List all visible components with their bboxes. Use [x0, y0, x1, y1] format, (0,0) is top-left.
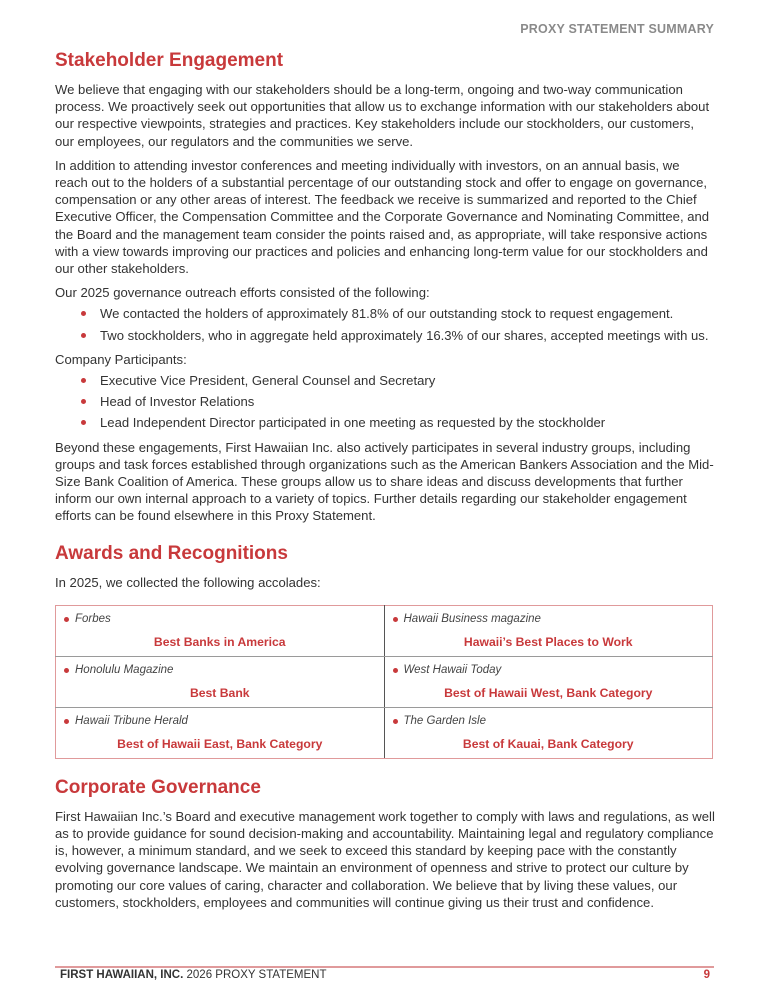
bullet-icon — [81, 420, 86, 425]
award-title: Best of Hawaii East, Bank Category — [117, 736, 323, 751]
table-row — [56, 656, 713, 707]
award-cell — [56, 656, 385, 707]
outreach-list — [55, 305, 715, 343]
award-source-text: Forbes — [75, 612, 111, 625]
page-number: 9 — [703, 969, 710, 981]
participants-list — [55, 372, 715, 432]
section-heading: Stakeholder Engagement — [55, 50, 284, 71]
award-cell — [384, 605, 713, 656]
awards-intro: In 2025, we collected the following accolades: — [55, 574, 321, 590]
award-source-text: West Hawaii Today — [403, 663, 502, 676]
footer-divider — [55, 966, 714, 968]
list-item — [81, 372, 715, 389]
corporate-governance-section — [55, 775, 715, 911]
award-cell — [384, 707, 713, 758]
list-item-text: We contacted the holders of approximately 81.8% of our outstanding stock to request engagement. — [100, 306, 674, 322]
bullet-icon — [393, 617, 398, 622]
paragraph: Beyond these engagements, First Hawaiian Inc. also actively participates in several industry groups, including groups and task forces established through organizations such as the American Bankers Association and the Mid-Size Bank Coalition of America. These groups allow us to share ideas and discuss developments that further inform our own internal approach to a variety of topics. Further details regarding our stakeholder engagement efforts can be found elsewhere in this Proxy Statement. — [55, 439, 714, 524]
section-heading: Awards and Recognitions — [55, 542, 288, 564]
footer-doc-title: 2026 PROXY STATEMENT — [186, 969, 327, 981]
award-cell — [56, 707, 385, 758]
list-item-text: Executive Vice President, General Counsel and Secretary — [100, 373, 436, 389]
paragraph: In addition to attending investor conferences and meeting individually with investors, on an annual basis, we reach out to the holders of a substantial percentage of our outstanding stock and offer to engage on governance, compensation or any other areas of interest. The feedback we receive is summarized and reported to the Chief Executive Officer, the Compensation Committee and the Corporate Governance and Nominating Committee, and the Board and the management team consider the points raised and, as appropriate, will take responsive actions with a view towards improving our practices and policies and enhancing long-term value for our stockholders and our other stakeholders. — [55, 157, 710, 277]
list-item — [81, 327, 715, 344]
stakeholder-engagement-section — [55, 48, 715, 525]
bullet-icon — [393, 719, 398, 724]
outreach-intro: Our 2025 governance outreach efforts consisted of the following: — [55, 285, 430, 301]
bullet-icon — [64, 719, 69, 724]
award-source-text: Hawaii Tribune Herald — [75, 714, 188, 727]
award-source-text: Hawaii Business magazine — [403, 612, 541, 625]
award-title: Best of Hawaii West, Bank Category — [444, 685, 653, 700]
running-head: PROXY STATEMENT SUMMARY — [520, 22, 714, 36]
paragraph: We believe that engaging with our stakeholders should be a long-term, ongoing and two-way communication process. We proactively seek out opportunities that allow us to exchange information with our stakeholders about our respective viewpoints, strategies and practices. Key stakeholders include our stockholders, our customers, our employees, our regulators and the communities we serve. — [55, 82, 710, 149]
list-item-text: Two stockholders, who in aggregate held approximately 16.3% of our shares, accepted meetings with us. — [100, 327, 709, 343]
award-title: Best Banks in America — [153, 634, 286, 649]
bullet-icon — [64, 617, 69, 622]
paragraph: First Hawaiian Inc.’s Board and executive management work together to comply with laws and regulations, as well as to provide guidance for sound decision-making and accountability. Maintaining legal and regulatory compliance is, however, a minimum standard, and we seek to exceed this standard by keeping pace with the constantly evolving governance landscape. We maintain an environment of openness and strive to protect our culture by promoting our core values of caring, character and collaboration. We believe that by living these values, our customers, stockholders, employees and communities will continue giving us their trust and confidence. — [55, 808, 715, 910]
award-title: Hawaii’s Best Places to Work — [463, 634, 633, 649]
award-source — [393, 714, 705, 729]
award-source — [393, 663, 705, 678]
list-item-text: Head of Investor Relations — [100, 394, 255, 410]
list-item — [81, 393, 715, 410]
award-source — [393, 612, 705, 627]
bullet-icon — [81, 311, 86, 316]
list-item — [81, 414, 715, 431]
table-row — [56, 707, 713, 758]
participants-intro: Company Participants: — [55, 351, 187, 367]
award-source-text: Honolulu Magazine — [75, 663, 174, 676]
list-item-text: Lead Independent Director participated in one meeting as requested by the stockholder — [100, 415, 606, 431]
footer-company: FIRST HAWAIIAN, INC. — [60, 969, 184, 981]
page-footer — [60, 969, 710, 981]
award-source — [64, 612, 376, 627]
award-title: Best Bank — [189, 685, 250, 700]
awards-section — [55, 541, 715, 759]
bullet-icon — [393, 668, 398, 673]
award-source — [64, 663, 376, 678]
award-source — [64, 714, 376, 729]
bullet-icon — [64, 668, 69, 673]
award-cell — [56, 605, 385, 656]
table-row — [56, 605, 713, 656]
award-cell — [384, 656, 713, 707]
bullet-icon — [81, 378, 86, 383]
award-source-text: The Garden Isle — [403, 714, 486, 727]
award-title: Best of Kauai, Bank Category — [462, 736, 634, 751]
bullet-icon — [81, 333, 86, 338]
awards-table — [55, 605, 713, 759]
list-item — [81, 305, 715, 322]
page-content — [55, 48, 715, 911]
section-heading: Corporate Governance — [55, 776, 261, 798]
bullet-icon — [81, 399, 86, 404]
